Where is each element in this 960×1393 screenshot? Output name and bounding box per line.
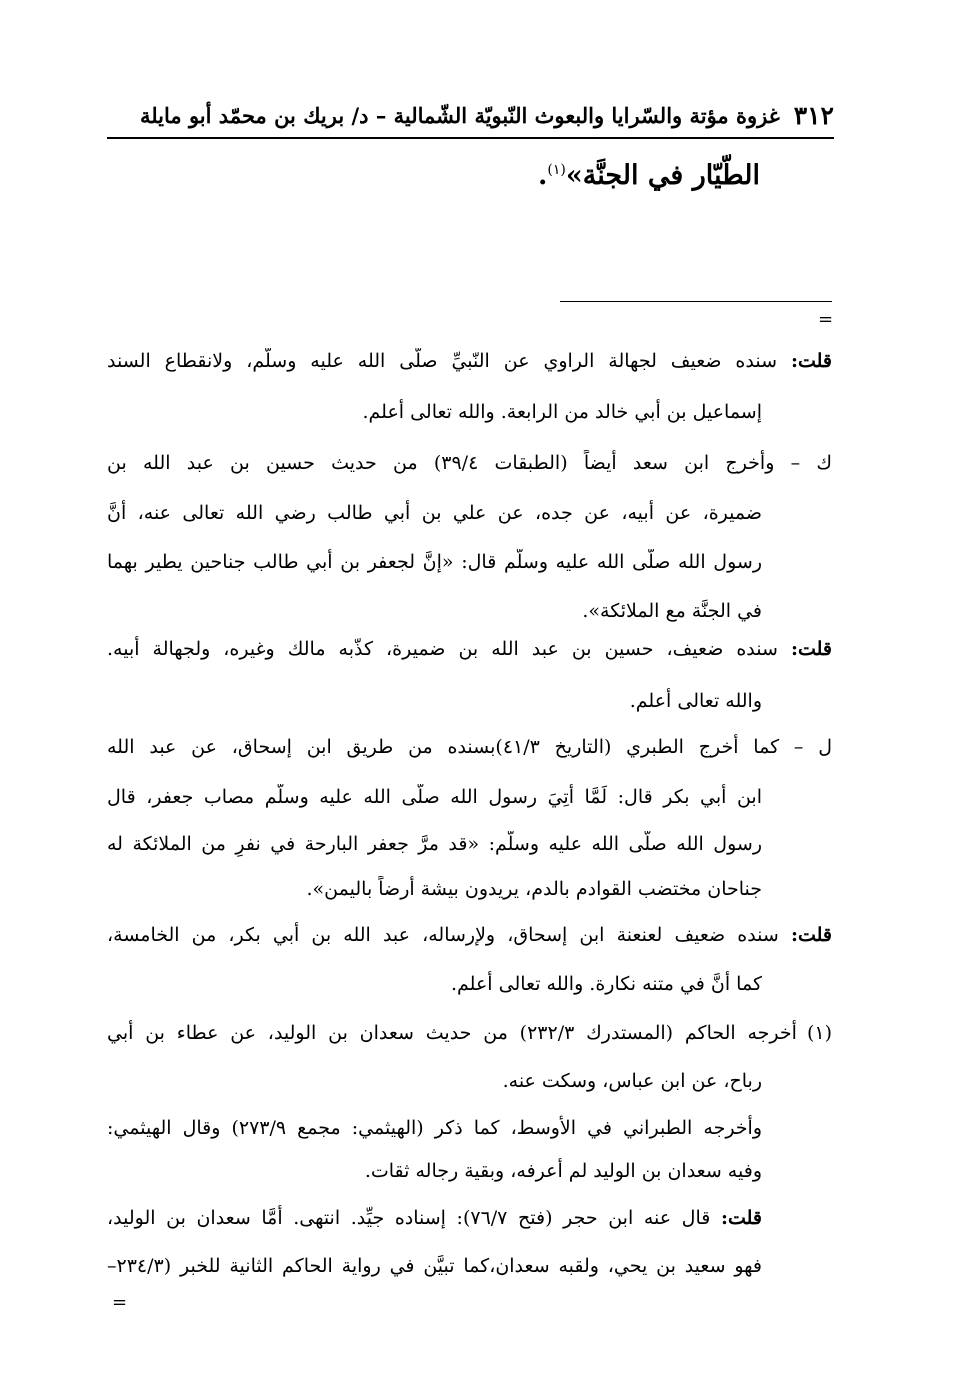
- footnote-line: فهو سعيد بن يحي، ولقبه سعدان،كما تبيَّن في رواية الحاكم الثانية للخبر (٢٣٤/٣–: [107, 1255, 762, 1277]
- footnote-line: ابن أبي بكر قال: لَمَّا أُتِيَ رسول الله صلّى الله عليه وسلّم مصاب جعفر، قال: [107, 786, 762, 808]
- footnote-line: ك – وأخرج ابن سعد أيضاً (الطبقات ٣٩/٤) من حديث حسين بن عبد الله بن: [107, 452, 832, 474]
- footnote-line: في الجنَّة مع الملائكة».: [582, 600, 762, 622]
- footnote-line: قلت: سنده ضعيف لجهالة الراوي عن النّبيِّ صلّى الله عليه وسلّم، ولانقطاع السند: [107, 350, 832, 372]
- qult-label: قلت:: [790, 638, 832, 660]
- page-number: ٣١٢: [793, 100, 834, 130]
- footnote-line: جناحان مختضب القوادم بالدم، يريدون بيشة أرضاً باليمن».: [306, 878, 762, 900]
- footnote-1-line: (١)أخرجه الحاكم (المستدرك ٢٣٢/٣) من حديث سعدان بن الوليد، عن عطاء بن أبي: [107, 1022, 832, 1044]
- footnote-1-number: (١): [806, 1022, 832, 1044]
- running-header: [107, 96, 834, 134]
- footnote-line: ل – كما أخرج الطبري (التاريخ ٤١/٣)بسنده من طريق ابن إسحاق، عن عبد الله: [107, 736, 832, 758]
- footnote-separator: [560, 301, 832, 302]
- header-rule: [107, 137, 834, 139]
- footnote-line: وفيه سعدان بن الوليد لم أعرفه، وبقية رجاله ثقات.: [364, 1160, 762, 1182]
- footnote-line: رسول الله صلّى الله عليه وسلّم قال: «إنَّ لجعفر بن أبي طالب جناحين يطير بهما: [107, 551, 762, 573]
- running-title: غزوة مؤتة والسّرايا والبعوث النّبويّة الشّمالية – د/ بريك بن محمّد أبو مايلة: [139, 102, 780, 128]
- footnote-line: قلت: سنده ضعيف، حسين بن عبد الله بن ضميرة، كذّبه مالك وغيره، ولجهالة أبيه.: [107, 638, 832, 660]
- footnote-line: وأخرجه الطبراني في الأوسط، كما ذكر (الهيثمي: مجمع ٢٧٣/٩) وقال الهيثمي:: [107, 1117, 762, 1139]
- footnote-line: رباح، عن ابن عباس، وسكت عنه.: [502, 1070, 762, 1092]
- main-text-line: [300, 160, 760, 191]
- footnote-line: قلت: سنده ضعيف لعنعنة ابن إسحاق، ولإرساله، عبد الله بن أبي بكر، من الخامسة،: [107, 924, 832, 946]
- footnote-line: إسماعيل بن أبي خالد من الرابعة. والله تعالى أعلم.: [362, 401, 762, 423]
- main-text-end: .: [537, 160, 548, 191]
- continuation-mark-end: =: [112, 1292, 128, 1313]
- footnote-line: رسول الله صلّى الله عليه وسلّم: «قد مرَّ جعفر البارحة في نفرٍ من الملائكة له: [107, 833, 762, 855]
- qult-label: قلت:: [790, 924, 832, 946]
- footnote-line: ضميرة، عن أبيه، عن جده، عن علي بن أبي طالب رضي الله تعالى عنه، أنَّ: [107, 502, 762, 524]
- qult-label: قلت:: [790, 350, 832, 372]
- main-text: الطّيّار في الجنَّة»: [565, 160, 760, 191]
- continuation-mark: =: [818, 309, 834, 330]
- footnote-line: والله تعالى أعلم.: [629, 690, 762, 712]
- footnote-line: كما أنَّ في متنه نكارة. والله تعالى أعلم.: [451, 973, 762, 995]
- footnote-line: قلت: قال عنه ابن حجر (فتح ٧٦/٧): إسناده جيِّد. انتهى. أمَّا سعدان بن الوليد،: [107, 1207, 762, 1229]
- footnote-ref: (١): [547, 162, 566, 178]
- qult-label: قلت:: [720, 1207, 762, 1229]
